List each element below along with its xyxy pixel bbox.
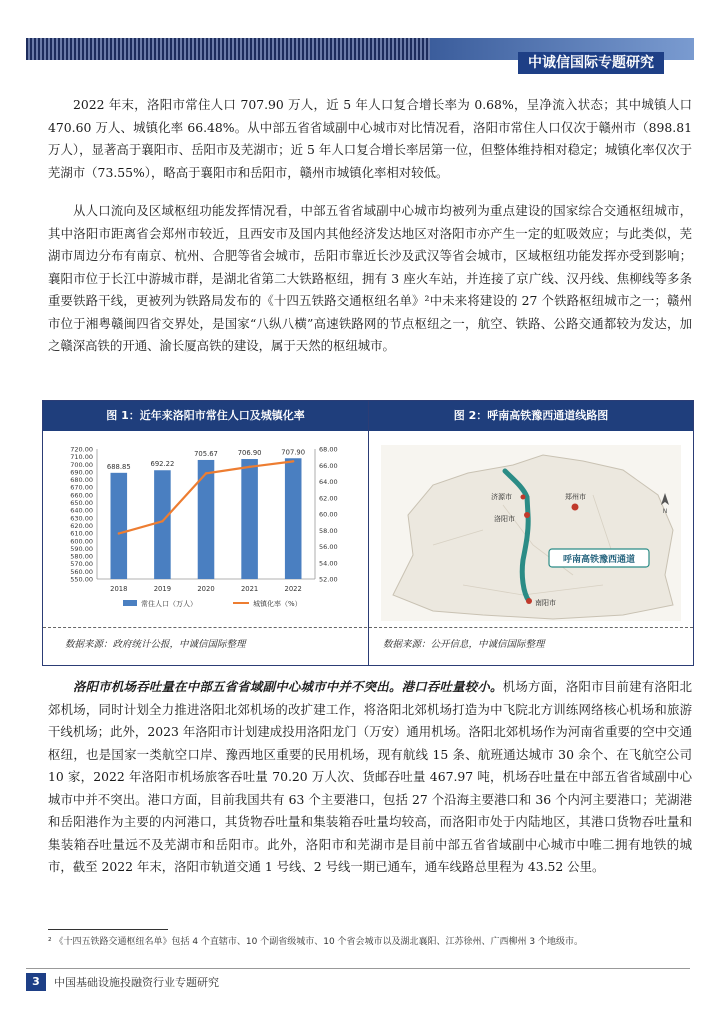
y-right-tick-label: 56.00 [319,543,338,551]
y-right-tick-label: 68.00 [319,445,338,454]
x-tick-label: 2021 [240,585,259,593]
body-paragraph-1 [48,94,692,184]
nanyang-marker [526,598,532,604]
x-tick-label: 2018 [110,585,128,593]
y-left-tick-label: 700.00 [70,460,93,469]
header-title: 中诚信国际专题研究 [518,52,664,74]
y-left-tick-label: 690.00 [70,468,93,477]
x-tick-label: 2020 [197,585,215,593]
bar-value-label: 707.90 [281,448,306,457]
page-header [0,38,694,72]
paragraph-2: 从人口流向及区域枢纽功能发挥情况看，中部五省省域副中心城市均被列为重点建设的国家综合交通枢纽城市，其中洛阳市距离省会郑州市较近，且西安市及国内其他经济发达地区对洛阳市亦产生一定的虹吸效应；与此类似，芜湖市周边分布有南京、杭州、合肥等省会城市，岳阳市靠近长沙及武汉等省会城市，区域枢纽功能发挥亦受到影响；襄阳市位于长江中游城市群，是湖北省第二大铁路枢纽，拥有 3 座火车站，并连接了京广线、汉丹线、焦柳线等多条重要铁路干线，更被列为铁路局发布的《十四五铁路交通枢纽名单》²中未来将建设的 27 个铁路枢纽城市之一；赣州市位于湘粤赣闽四省交界处，是国家“八纵八横”高速铁路网的节点枢纽之一，航空、铁路、公路交通都较为发达，加之赣深高铁的开通、渝长厦高铁的建设，属于天然的枢纽城市。 [48,203,692,353]
bar-value-label: 692.22 [150,460,175,469]
figure-1-source: 数据来源：政府统计公报，中诚信国际整理 [65,639,246,650]
nanyang-label: 南阳市 [535,599,556,607]
y-left-tick-label: 620.00 [70,521,93,530]
y-left-tick-label: 720.00 [70,445,93,454]
y-left-tick-label: 560.00 [70,567,93,576]
footnote: ² 《十四五铁路交通枢纽名单》包括 4 个直辖市、10 个副省级城市、10 个省会城市以及湖北襄阳、江苏徐州、广西柳州 3 个地级市。 [48,937,583,947]
page-number: 3 [26,973,46,991]
y-left-tick-label: 680.00 [70,476,93,485]
jiyuan-marker [521,495,526,500]
line-point [248,466,250,468]
line-point [161,520,163,522]
line-point [118,532,120,534]
bar [154,470,171,579]
x-tick-label: 2022 [284,585,302,593]
y-left-tick-label: 660.00 [70,491,93,500]
legend-bar-swatch [123,600,137,606]
route-callout-label: 呼南高铁豫西通道 [562,555,636,565]
y-left-tick-label: 550.00 [70,575,93,584]
body-paragraph-2 [48,200,692,358]
bar-value-label: 705.67 [194,449,218,458]
bar [111,473,128,579]
y-left-tick-label: 670.00 [70,483,93,492]
y-right-tick-label: 52.00 [319,575,338,584]
y-right-tick-label: 58.00 [319,526,338,535]
bar [198,460,215,579]
y-right-tick-label: 60.00 [319,510,338,519]
figure-1-title: 图 1：近年来洛阳市常住人口及城镇化率 [43,401,368,431]
y-right-tick-label: 66.00 [319,461,338,470]
bar [241,459,258,579]
y-left-tick-label: 580.00 [70,552,93,561]
bar-value-label: 688.85 [106,462,131,471]
jiyuan-label: 济源市 [491,493,512,501]
line-point [205,472,207,474]
footnote-rule [48,929,168,930]
luoyang-label: 洛阳市 [494,515,515,523]
figure-2-title: 图 2：呼南高铁豫西通道线路图 [369,401,693,431]
y-left-tick-label: 570.00 [70,560,93,569]
paragraph-1: 2022 年末，洛阳市常住人口 707.90 万人，近 5 年人口复合增长率为 0.68%，呈净流入状态；其中城镇人口 470.60 万人、城镇化率 66.48%。从中部五省省域副中心城市对比情况看，洛阳市常住人口仅次于赣州市（898.81 万人），显著高于襄阳市、岳阳市及芜湖市；近 5 年人口复合增长率居第一位，但整体维持相对稳定；城镇化率仅次于芜湖市（73.55%），略高于襄阳市和岳阳市，赣州市城镇化率相对较低。 [48,97,692,180]
line-point [292,460,294,462]
zhengzhou-marker [572,504,579,511]
y-right-tick-label: 64.00 [319,478,338,486]
paragraph-3-emphasis: 洛阳市机场吞吐量在中部五省省域副中心城市中并不突出。港口吞吐量较小。 [73,679,503,694]
population-chart [43,433,368,627]
route-map [373,435,689,625]
header-stripe [26,38,430,60]
y-left-tick-label: 590.00 [70,544,93,553]
legend-line-label: 城镇化率（%） [253,600,302,608]
source-divider [43,627,693,628]
y-left-tick-label: 600.00 [70,537,93,546]
figure-2-source: 数据来源：公开信息，中诚信国际整理 [383,639,545,650]
bar-value-label: 706.90 [237,449,262,458]
zhengzhou-label: 郑州市 [565,493,586,501]
y-left-tick-label: 640.00 [70,506,93,515]
bar [285,458,302,579]
y-right-tick-label: 54.00 [319,559,338,568]
figure-separator [368,401,369,665]
luoyang-marker [524,512,530,518]
figure-box [42,400,694,666]
y-left-tick-label: 630.00 [70,514,93,523]
body-paragraph-3 [48,676,692,879]
footer-title: 中国基础设施投融资行业专题研究 [54,976,219,989]
y-left-tick-label: 710.00 [70,453,93,462]
y-right-tick-label: 62.00 [319,494,338,503]
y-left-tick-label: 650.00 [70,499,93,508]
north-label: N [662,508,668,515]
y-left-tick-label: 610.00 [70,529,93,538]
paragraph-3 [48,676,692,879]
x-tick-label: 2019 [153,585,172,593]
legend-bar-label: 常住人口（万人） [141,600,197,608]
page-footer [26,968,690,991]
paragraph-3-text: 机场方面，洛阳市目前建有洛阳北郊机场，同时计划全力推进洛阳北郊机场的改扩建工作，将洛阳北郊机场打造为中飞院北方训练网络核心机场和旅游干线机场；此外，2023 年洛阳市计划建成投用洛阳龙门（万安）通用机场。洛阳北郊机场作为河南省重要的空中交通枢纽，也是国家一类航空口岸、豫西地区重要的民用机场，现有航线 15 条、航班通达城市 30 余个、在飞航空公司 10 家，2022 年洛阳市机场旅客吞吐量 70.20 万人次、货邮吞吐量 467.97 吨，机场吞吐量在中部五省省域副中心城市中并不突出。港口方面，目前我国共有 63 个主要港口，包括 27 个沿海主要港口和 36 个内河主要港口；芜湖港和岳阳港作为主要的内河港口，其货物吞吐量和集装箱吞吐量均较高，而洛阳市处于内陆地区，其港口货物吞吐量和集装箱吞吐量远不及芜湖市和岳阳市。此外，洛阳市和芜湖市是目前中部五省省域副中心城市中唯二拥有地铁的城市，截至 2022 年末，洛阳市轨道交通 1 号线、2 号线一期已通车，通车线路总里程为 43.52 公里。 [48,679,693,874]
